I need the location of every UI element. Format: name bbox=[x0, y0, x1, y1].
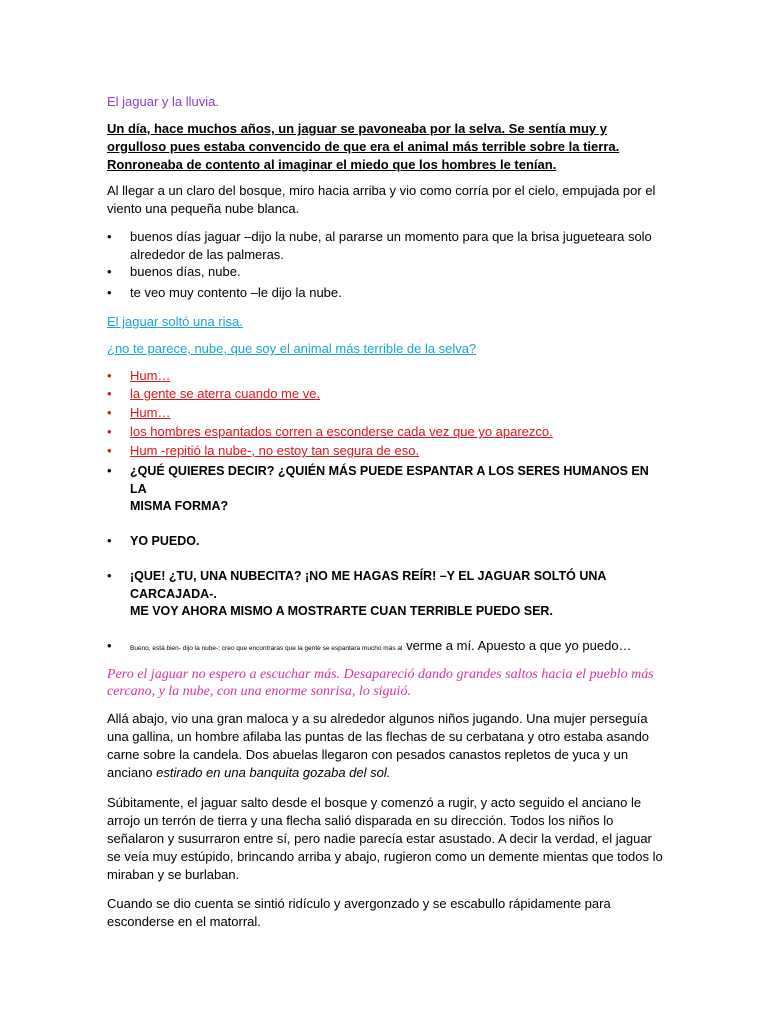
paragraph-2-text: Allá abajo, vio una gran maloca y a su alrededor algunos niños jugando. Una mujer perseguía una gallina, un hombre afilaba las puntas de las flechas de su cerbatana y otro estaba asando carne sobre la candela. Dos abuelas llegaron con pesados canastos repletos de yuca y un anciano bbox=[107, 711, 650, 780]
intro-paragraph: Un día, hace muchos años, un jaguar se pavoneaba por la selva. Se sentía muy y orgulloso pues estaba convencido de que era el animal más terrible sobre la tierra. Ronroneaba de contento al imaginar el miedo que los hombres le tenían. bbox=[107, 121, 620, 172]
list-item-text bbox=[130, 637, 667, 658]
list-item-text: los hombres espantados corren a esconderse cada vez que yo aparezco. bbox=[130, 424, 553, 439]
bullet-icon: • bbox=[107, 568, 112, 583]
list-item-text: ¡QUE! ¿TU, UNA NUBECITA? ¡NO ME HAGAS REÍR! –Y EL JAGUAR SOLTÓ UNA CARCAJADA-. bbox=[130, 569, 606, 601]
question-line: ¿no te parece, nube, que soy el animal más terrible de la selva? bbox=[107, 341, 477, 356]
document-title: El jaguar y la lluvia. bbox=[107, 94, 219, 109]
bullet-icon: • bbox=[107, 463, 112, 478]
small-text: Bueno, está bien- dijo la nube-; creo que encontraras que la gente se espantara mucho más al bbox=[130, 645, 403, 652]
list-item-text: buenos días, nube. bbox=[130, 264, 241, 279]
list-item bbox=[107, 442, 667, 460]
list-item-text: Hum… bbox=[130, 368, 171, 383]
bullet-icon: • bbox=[107, 386, 112, 401]
list-item-text: YO PUEDO. bbox=[130, 534, 200, 548]
list-item bbox=[107, 263, 667, 281]
list-item-text: Hum… bbox=[130, 405, 171, 420]
small-text-tail: verme a mí. Apuesto a que yo puedo… bbox=[406, 638, 632, 653]
bullet-icon: • bbox=[107, 443, 112, 458]
list-item-text: ¿QUÉ QUIERES DECIR? ¿QUIÉN MÁS PUEDE ESPANTAR A LOS SERES HUMANOS EN LA bbox=[130, 464, 649, 496]
bullet-icon: • bbox=[107, 368, 112, 383]
list-item bbox=[107, 532, 667, 550]
bullet-icon: • bbox=[107, 285, 112, 300]
list-item-text: la gente se aterra cuando me ve. bbox=[130, 386, 321, 401]
list-item bbox=[107, 567, 667, 603]
italic-paragraph: Pero el jaguar no espero a escuchar más. Desapareció dando grandes saltos hacia el pueblo más cercano, y la nube, con una enorme sonrisa, lo siguió. bbox=[107, 667, 654, 699]
caps-continuation: MISMA FORMA? bbox=[130, 499, 229, 513]
paragraph-1: Al llegar a un claro del bosque, miro hacia arriba y vio como corría por el cielo, empujada por el viento una pequeña nube blanca. bbox=[107, 183, 656, 216]
bullet-icon: • bbox=[107, 229, 112, 244]
bullet-icon: • bbox=[107, 638, 112, 653]
caps-continuation: ME VOY AHORA MISMO A MOSTRARTE CUAN TERRIBLE PUEDO SER. bbox=[130, 604, 553, 618]
laugh-line: El jaguar soltó una risa. bbox=[107, 314, 243, 329]
list-item bbox=[107, 367, 667, 385]
list-item bbox=[107, 385, 667, 403]
list-item-text: Hum -repitió la nube-, no estoy tan segura de eso. bbox=[130, 443, 420, 458]
list-item bbox=[107, 637, 667, 658]
list-item bbox=[107, 228, 667, 264]
list-item bbox=[107, 404, 667, 422]
paragraph-4: Cuando se dio cuenta se sintió ridículo y avergonzado y se escabullo rápidamente para esconderse en el matorral. bbox=[107, 896, 611, 929]
bullet-icon: • bbox=[107, 533, 112, 548]
paragraph-2 bbox=[107, 710, 667, 782]
list-item bbox=[107, 423, 667, 441]
paragraph-3: Súbitamente, el jaguar salto desde el bosque y comenzó a rugir, y acto seguido el anciano le arrojo un terrón de tierra y una flecha salió disparada en su dirección. Todos los niños lo señalaron y susurraron entre sí, pero nadie parecía estar asustado. A decir la verdad, el jaguar se veía muy estúpido, brincando arriba y abajo, rugieron como un demente mientas que todos lo miraban y se burlaban. bbox=[107, 795, 663, 882]
paragraph-2-italic: estirado en una banquita gozaba del sol. bbox=[156, 765, 391, 780]
bullet-icon: • bbox=[107, 405, 112, 420]
bullet-icon: • bbox=[107, 424, 112, 439]
bullet-icon: • bbox=[107, 264, 112, 279]
list-item-text: te veo muy contento –le dijo la nube. bbox=[130, 285, 342, 300]
list-item bbox=[107, 462, 667, 498]
list-item-text: buenos días jaguar –dijo la nube, al pararse un momento para que la brisa jugueteara solo alrededor de las palmeras. bbox=[130, 229, 652, 262]
list-item bbox=[107, 284, 667, 302]
